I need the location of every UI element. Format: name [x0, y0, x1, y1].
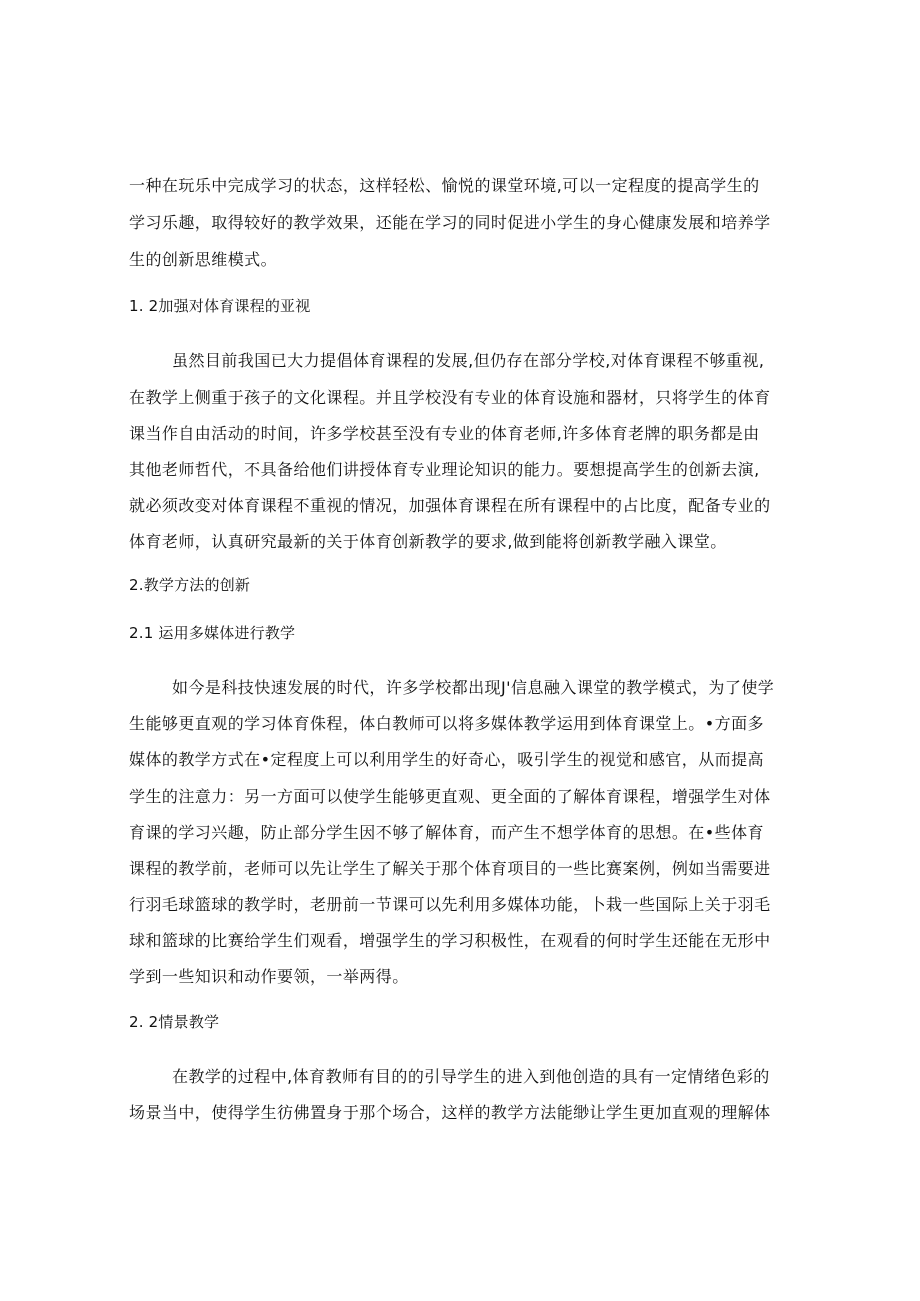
paragraph-line: 球和篮球的比赛给学生们观看，增强学生的学习积极性，在观看的何时学生还能在无形中: [129, 931, 771, 950]
section-heading: 2.教学方法的创新: [129, 576, 251, 594]
paragraph-line: 在教学上侧重于孩子的文化课程。并且学校没有专业的体育设施和器材，只将学生的体育: [129, 388, 771, 407]
paragraph-line: 如今是科技快速发展的时代，许多学校都出现J'信息融入课堂的教学模式，为了使学: [172, 678, 775, 697]
paragraph-line: 课当作自由活动的时间，许多学校甚至没有专业的体育老师,许多体育老牌的职务都是由: [129, 424, 760, 443]
paragraph-line: 就必须改变对体育课程不重视的情况，加强体育课程在所有课程中的占比度，配备专业的: [129, 496, 771, 515]
paragraph-line: 育课的学习兴趣，防止部分学生因不够了解体育，而产生不想学体育的思想。在•些体育: [129, 823, 764, 842]
paragraph-line: 在教学的过程中,体育教师有目的的引导学生的进入到他创造的具有一定情绪色彩的: [172, 1067, 770, 1086]
paragraph-line: 媒体的教学方式在•定程度上可以利用学生的好奇心，吸引学生的视觉和感官，从而提高: [129, 750, 764, 769]
paragraph-line: 学生的注意力：另一方面可以使学生能够更直观、更全面的了解体育课程，增强学生对体: [129, 787, 771, 806]
paragraph-line: 其他老师哲代，不具备给他们讲授体育专业理论知识的能力。要想提高学生的创新去演,: [129, 460, 760, 479]
paragraph-line: 体育老师，认真研究最新的关于体育创新教学的要求,做到能将创新教学融入课堂。: [129, 532, 727, 551]
section-heading: 1. 2加强对体育课程的亚视: [129, 297, 311, 315]
paragraph-line: 课程的教学前，老师可以先让学生了解关于那个体育项目的一些比赛案例，例如当需要进: [129, 859, 771, 878]
paragraph-line: 场景当中，使得学生彷佛置身于那个场合，这样的教学方法能缈让学生更加直观的理解体: [129, 1103, 771, 1122]
paragraph-line: 生的创新思维模式。: [129, 250, 278, 269]
paragraph-line: 学到一些知识和动作要领，一举两得。: [129, 967, 409, 986]
subsection-heading: 2.1 运用多媒体进行教学: [129, 624, 296, 642]
paragraph-line: 行羽毛球篮球的教学时，老册前一节课可以先利用多媒体功能，卜栽一些国际上关于羽毛: [129, 895, 771, 914]
paragraph-line: 学习乐趣，取得较好的教学效果，还能在学习的同时促进小学生的身心健康发展和培养学: [129, 213, 771, 232]
subsection-heading: 2. 2情景教学: [129, 1013, 220, 1031]
paragraph-line: 生能够更直观的学习体育侏程，体白教师可以将多媒体教学运用到体育课堂上。•方面多: [129, 714, 764, 733]
paragraph-line: 虽然目前我国已大力提倡体育课程的发展,但仍存在部分学校,对体育课程不够重视,: [172, 351, 765, 370]
paragraph-line: 一种在玩乐中完成学习的状态，这样轻松、愉悦的课堂环境,可以一定程度的提高学生的: [129, 176, 760, 195]
